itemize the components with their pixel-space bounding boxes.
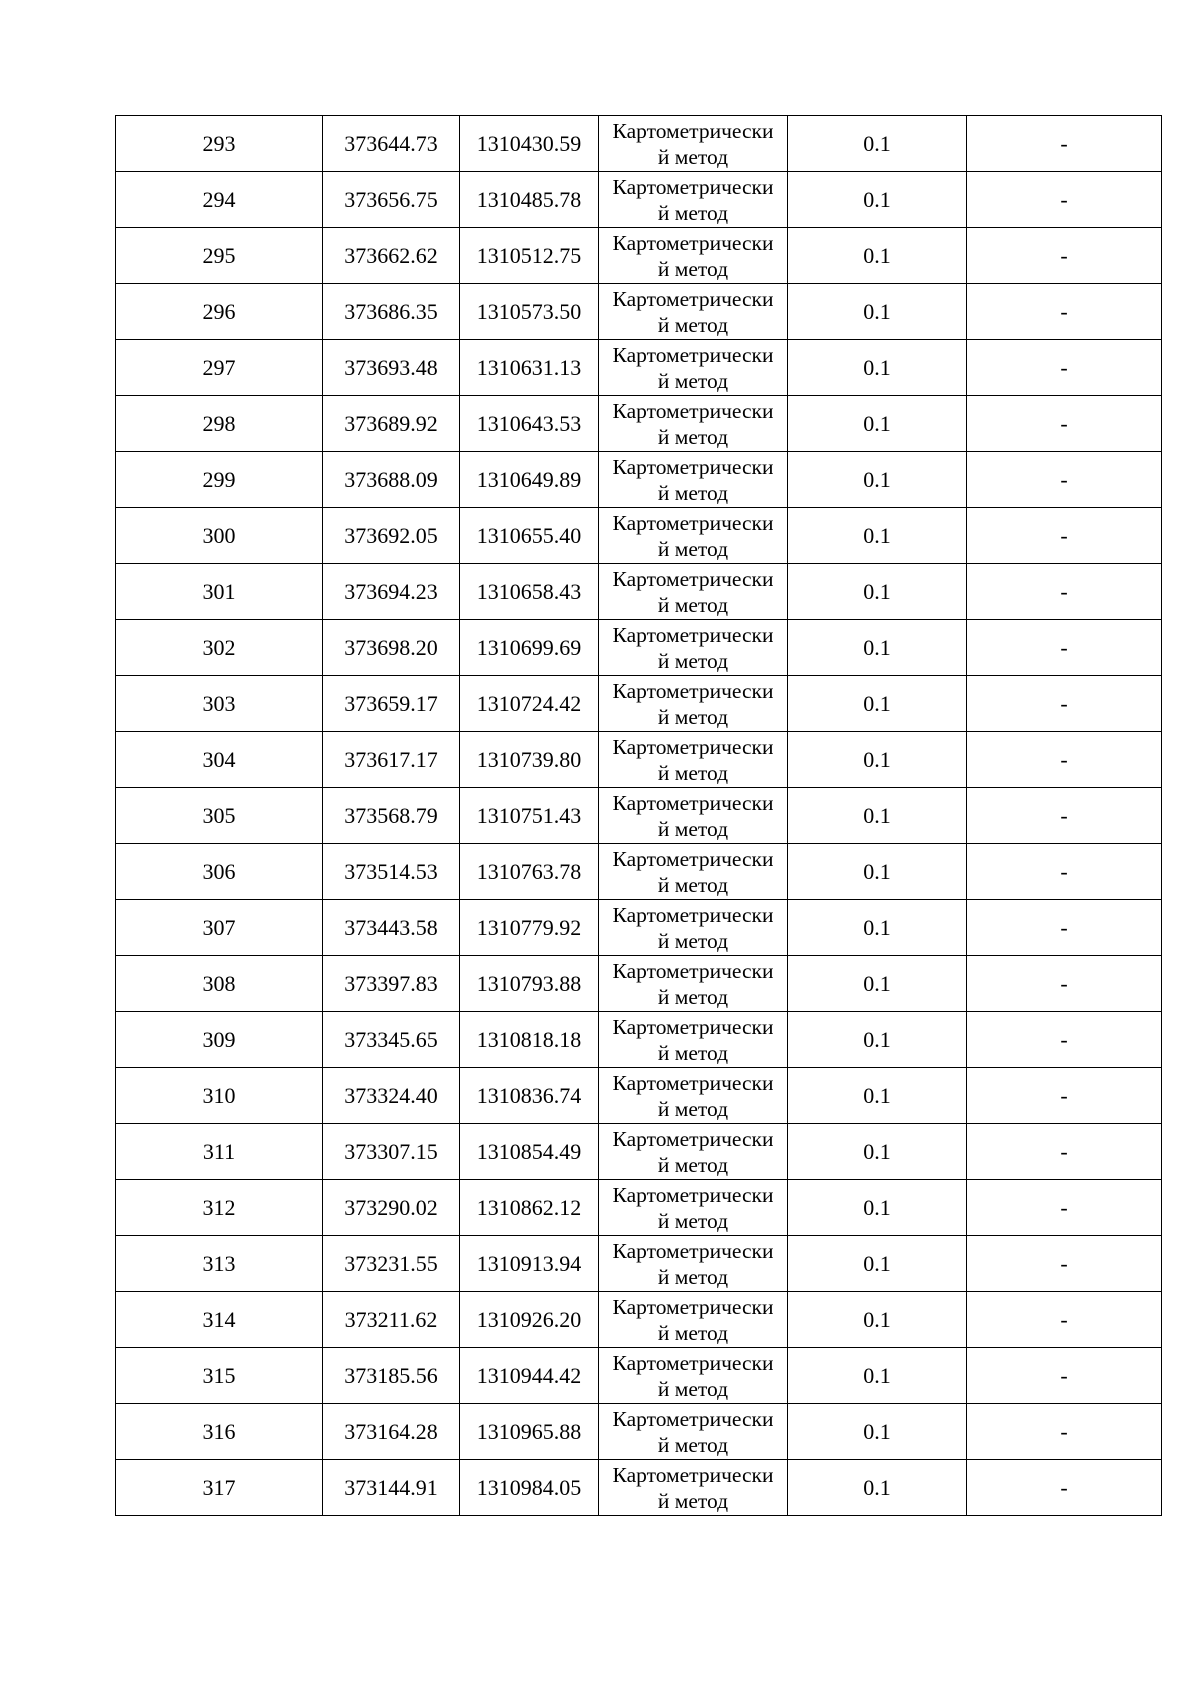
precision-cell: 0.1 [788, 676, 967, 732]
precision-cell: 0.1 [788, 1124, 967, 1180]
x-coordinate-cell: 373345.65 [323, 1012, 460, 1068]
precision-cell: 0.1 [788, 956, 967, 1012]
table-row [116, 284, 1162, 340]
precision-cell: 0.1 [788, 1460, 967, 1516]
note-cell: - [967, 1460, 1162, 1516]
note-cell: - [967, 172, 1162, 228]
table-row [116, 1460, 1162, 1516]
note-cell: - [967, 340, 1162, 396]
precision-cell: 0.1 [788, 452, 967, 508]
coordinates-table [115, 115, 1162, 1516]
table-row [116, 788, 1162, 844]
y-coordinate-cell: 1310944.42 [460, 1348, 599, 1404]
precision-cell: 0.1 [788, 620, 967, 676]
point-number-cell: 312 [116, 1180, 323, 1236]
method-cell: Картометрически й метод [599, 900, 788, 956]
x-coordinate-cell: 373290.02 [323, 1180, 460, 1236]
precision-cell: 0.1 [788, 1012, 967, 1068]
point-number-cell: 307 [116, 900, 323, 956]
precision-cell: 0.1 [788, 900, 967, 956]
note-cell: - [967, 1292, 1162, 1348]
point-number-cell: 301 [116, 564, 323, 620]
x-coordinate-cell: 373644.73 [323, 116, 460, 172]
table-row [116, 116, 1162, 172]
method-cell: Картометрически й метод [599, 956, 788, 1012]
method-cell: Картометрически й метод [599, 508, 788, 564]
y-coordinate-cell: 1310751.43 [460, 788, 599, 844]
method-cell: Картометрически й метод [599, 396, 788, 452]
note-cell: - [967, 284, 1162, 340]
method-cell: Картометрически й метод [599, 676, 788, 732]
table-row [116, 1292, 1162, 1348]
x-coordinate-cell: 373144.91 [323, 1460, 460, 1516]
y-coordinate-cell: 1310649.89 [460, 452, 599, 508]
point-number-cell: 317 [116, 1460, 323, 1516]
note-cell: - [967, 620, 1162, 676]
x-coordinate-cell: 373689.92 [323, 396, 460, 452]
table-row [116, 228, 1162, 284]
precision-cell: 0.1 [788, 844, 967, 900]
y-coordinate-cell: 1310430.59 [460, 116, 599, 172]
point-number-cell: 308 [116, 956, 323, 1012]
method-cell: Картометрически й метод [599, 116, 788, 172]
y-coordinate-cell: 1310763.78 [460, 844, 599, 900]
table-row [116, 620, 1162, 676]
method-cell: Картометрически й метод [599, 620, 788, 676]
point-number-cell: 304 [116, 732, 323, 788]
x-coordinate-cell: 373656.75 [323, 172, 460, 228]
table-row [116, 1348, 1162, 1404]
note-cell: - [967, 844, 1162, 900]
point-number-cell: 302 [116, 620, 323, 676]
point-number-cell: 299 [116, 452, 323, 508]
y-coordinate-cell: 1310818.18 [460, 1012, 599, 1068]
method-cell: Картометрически й метод [599, 1236, 788, 1292]
note-cell: - [967, 508, 1162, 564]
precision-cell: 0.1 [788, 172, 967, 228]
point-number-cell: 293 [116, 116, 323, 172]
y-coordinate-cell: 1310984.05 [460, 1460, 599, 1516]
precision-cell: 0.1 [788, 116, 967, 172]
table-row [116, 900, 1162, 956]
precision-cell: 0.1 [788, 564, 967, 620]
method-cell: Картометрически й метод [599, 1012, 788, 1068]
precision-cell: 0.1 [788, 788, 967, 844]
note-cell: - [967, 452, 1162, 508]
method-cell: Картометрически й метод [599, 1068, 788, 1124]
point-number-cell: 309 [116, 1012, 323, 1068]
note-cell: - [967, 732, 1162, 788]
point-number-cell: 314 [116, 1292, 323, 1348]
x-coordinate-cell: 373164.28 [323, 1404, 460, 1460]
method-cell: Картометрически й метод [599, 788, 788, 844]
method-cell: Картометрически й метод [599, 1460, 788, 1516]
y-coordinate-cell: 1310724.42 [460, 676, 599, 732]
method-cell: Картометрически й метод [599, 1124, 788, 1180]
y-coordinate-cell: 1310779.92 [460, 900, 599, 956]
x-coordinate-cell: 373692.05 [323, 508, 460, 564]
table-row [116, 1012, 1162, 1068]
y-coordinate-cell: 1310836.74 [460, 1068, 599, 1124]
point-number-cell: 316 [116, 1404, 323, 1460]
note-cell: - [967, 1180, 1162, 1236]
note-cell: - [967, 676, 1162, 732]
precision-cell: 0.1 [788, 1292, 967, 1348]
method-cell: Картометрически й метод [599, 172, 788, 228]
precision-cell: 0.1 [788, 228, 967, 284]
y-coordinate-cell: 1310658.43 [460, 564, 599, 620]
method-cell: Картометрически й метод [599, 732, 788, 788]
table-row [116, 1068, 1162, 1124]
table-row [116, 1124, 1162, 1180]
note-cell: - [967, 396, 1162, 452]
note-cell: - [967, 116, 1162, 172]
table-row [116, 396, 1162, 452]
y-coordinate-cell: 1310913.94 [460, 1236, 599, 1292]
table-row [116, 340, 1162, 396]
x-coordinate-cell: 373185.56 [323, 1348, 460, 1404]
precision-cell: 0.1 [788, 508, 967, 564]
table-row [116, 452, 1162, 508]
point-number-cell: 296 [116, 284, 323, 340]
x-coordinate-cell: 373307.15 [323, 1124, 460, 1180]
y-coordinate-cell: 1310926.20 [460, 1292, 599, 1348]
note-cell: - [967, 1348, 1162, 1404]
method-cell: Картометрически й метод [599, 1404, 788, 1460]
y-coordinate-cell: 1310739.80 [460, 732, 599, 788]
note-cell: - [967, 228, 1162, 284]
x-coordinate-cell: 373688.09 [323, 452, 460, 508]
point-number-cell: 313 [116, 1236, 323, 1292]
x-coordinate-cell: 373659.17 [323, 676, 460, 732]
point-number-cell: 303 [116, 676, 323, 732]
precision-cell: 0.1 [788, 1068, 967, 1124]
method-cell: Картометрически й метод [599, 1180, 788, 1236]
method-cell: Картометрически й метод [599, 1292, 788, 1348]
precision-cell: 0.1 [788, 1404, 967, 1460]
point-number-cell: 315 [116, 1348, 323, 1404]
method-cell: Картометрически й метод [599, 844, 788, 900]
note-cell: - [967, 1124, 1162, 1180]
method-cell: Картометрически й метод [599, 1348, 788, 1404]
point-number-cell: 305 [116, 788, 323, 844]
method-cell: Картометрически й метод [599, 340, 788, 396]
x-coordinate-cell: 373698.20 [323, 620, 460, 676]
table-row [116, 676, 1162, 732]
method-cell: Картометрически й метод [599, 284, 788, 340]
y-coordinate-cell: 1310655.40 [460, 508, 599, 564]
table-row [116, 732, 1162, 788]
x-coordinate-cell: 373443.58 [323, 900, 460, 956]
point-number-cell: 295 [116, 228, 323, 284]
note-cell: - [967, 1236, 1162, 1292]
y-coordinate-cell: 1310965.88 [460, 1404, 599, 1460]
point-number-cell: 298 [116, 396, 323, 452]
method-cell: Картометрически й метод [599, 452, 788, 508]
note-cell: - [967, 564, 1162, 620]
precision-cell: 0.1 [788, 1236, 967, 1292]
x-coordinate-cell: 373693.48 [323, 340, 460, 396]
precision-cell: 0.1 [788, 1348, 967, 1404]
x-coordinate-cell: 373324.40 [323, 1068, 460, 1124]
x-coordinate-cell: 373514.53 [323, 844, 460, 900]
x-coordinate-cell: 373211.62 [323, 1292, 460, 1348]
precision-cell: 0.1 [788, 340, 967, 396]
note-cell: - [967, 1404, 1162, 1460]
y-coordinate-cell: 1310631.13 [460, 340, 599, 396]
y-coordinate-cell: 1310573.50 [460, 284, 599, 340]
method-cell: Картометрически й метод [599, 564, 788, 620]
point-number-cell: 311 [116, 1124, 323, 1180]
note-cell: - [967, 1068, 1162, 1124]
note-cell: - [967, 1012, 1162, 1068]
precision-cell: 0.1 [788, 1180, 967, 1236]
point-number-cell: 300 [116, 508, 323, 564]
precision-cell: 0.1 [788, 284, 967, 340]
note-cell: - [967, 788, 1162, 844]
table-row [116, 1404, 1162, 1460]
x-coordinate-cell: 373694.23 [323, 564, 460, 620]
x-coordinate-cell: 373617.17 [323, 732, 460, 788]
y-coordinate-cell: 1310643.53 [460, 396, 599, 452]
y-coordinate-cell: 1310699.69 [460, 620, 599, 676]
table-row [116, 564, 1162, 620]
table-row [116, 1236, 1162, 1292]
note-cell: - [967, 956, 1162, 1012]
point-number-cell: 306 [116, 844, 323, 900]
table-row [116, 172, 1162, 228]
point-number-cell: 294 [116, 172, 323, 228]
y-coordinate-cell: 1310862.12 [460, 1180, 599, 1236]
x-coordinate-cell: 373397.83 [323, 956, 460, 1012]
table-row [116, 844, 1162, 900]
table-row [116, 1180, 1162, 1236]
x-coordinate-cell: 373686.35 [323, 284, 460, 340]
y-coordinate-cell: 1310793.88 [460, 956, 599, 1012]
method-cell: Картометрически й метод [599, 228, 788, 284]
precision-cell: 0.1 [788, 732, 967, 788]
table-row [116, 956, 1162, 1012]
x-coordinate-cell: 373662.62 [323, 228, 460, 284]
table-row [116, 508, 1162, 564]
y-coordinate-cell: 1310512.75 [460, 228, 599, 284]
x-coordinate-cell: 373568.79 [323, 788, 460, 844]
y-coordinate-cell: 1310485.78 [460, 172, 599, 228]
note-cell: - [967, 900, 1162, 956]
point-number-cell: 297 [116, 340, 323, 396]
x-coordinate-cell: 373231.55 [323, 1236, 460, 1292]
table-body [116, 116, 1162, 1516]
point-number-cell: 310 [116, 1068, 323, 1124]
precision-cell: 0.1 [788, 396, 967, 452]
y-coordinate-cell: 1310854.49 [460, 1124, 599, 1180]
